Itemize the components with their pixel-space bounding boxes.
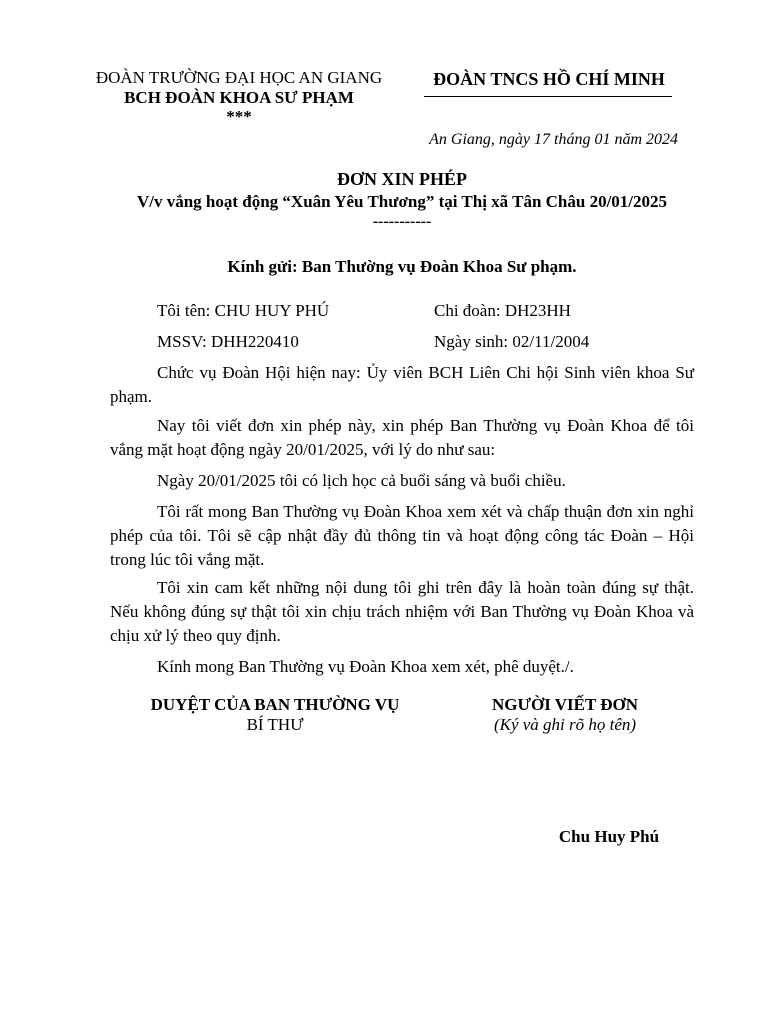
paragraph-position: Chức vụ Đoàn Hội hiện nay: Ủy viên BCH Liên Chi hội Sinh viên khoa Sư phạm.	[110, 363, 694, 406]
approval-signature-block	[120, 695, 430, 735]
faculty-union-name: BCH ĐOÀN KHOA SƯ PHẠM	[124, 88, 354, 107]
approval-title: DUYỆT CỦA BAN THƯỜNG VỤ	[150, 695, 400, 714]
national-union-name: ĐOÀN TNCS HỒ CHÍ MINH	[433, 69, 665, 89]
issuing-organization-block	[70, 68, 408, 126]
applicant-signature-title: NGƯỜI VIẾT ĐƠN	[491, 695, 639, 714]
applicant-name: Tôi tên: CHU HUY PHÚ	[157, 301, 330, 320]
applicant-signature-block	[450, 695, 680, 735]
paragraph-closing: Kính mong Ban Thường vụ Đoàn Khoa xem xét, phê duyệt./.	[157, 657, 574, 676]
approver-role: BÍ THƯ	[246, 715, 304, 734]
applicant-birthdate: Ngày sinh: 02/11/2004	[434, 332, 590, 351]
document-subject: V/v vắng hoạt động “Xuân Yêu Thương” tại Thị xã Tân Châu 20/01/2025	[136, 192, 668, 211]
university-union-name: ĐOÀN TRƯỜNG ĐẠI HỌC AN GIANG	[95, 68, 383, 87]
applicant-branch: Chi đoàn: DH23HH	[434, 301, 571, 320]
signer-name: Chu Huy Phú	[558, 827, 660, 846]
header-underline	[424, 96, 672, 97]
header-stars: ***	[226, 107, 252, 126]
recipient-line: Kính gửi: Ban Thường vụ Đoàn Khoa Sư phạm.	[227, 257, 577, 276]
place-and-date: An Giang, ngày 17 tháng 01 năm 2024	[429, 131, 678, 148]
paragraph-request: Nay tôi viết đơn xin phép này, xin phép Ban Thường vụ Đoàn Khoa để tôi vắng mặt hoạt động ngày 20/01/2025, với lý do như sau:	[110, 416, 694, 459]
applicant-student-id: MSSV: DHH220410	[157, 332, 299, 351]
document-title: ĐƠN XIN PHÉP	[337, 169, 467, 189]
paragraph-commitment: Tôi xin cam kết những nội dung tôi ghi trên đây là hoàn toàn đúng sự thật. Nếu không đúng sự thật tôi xin chịu trách nhiệm với Ban Thường vụ Đoàn Khoa và chịu xử lý theo quy định.	[110, 578, 694, 645]
signature-instruction: (Ký và ghi rõ họ tên)	[493, 715, 637, 734]
paragraph-reason: Ngày 20/01/2025 tôi có lịch học cả buổi sáng và buổi chiều.	[157, 471, 566, 490]
title-divider: -----------	[372, 213, 432, 230]
paragraph-hope: Tôi rất mong Ban Thường vụ Đoàn Khoa xem xét và chấp thuận đơn xin nghỉ phép của tôi. Tôi sẽ cập nhật đầy đủ thông tin và hoạt động công tác Đoàn – Hội trong lúc tôi vắng mặt.	[110, 502, 694, 569]
